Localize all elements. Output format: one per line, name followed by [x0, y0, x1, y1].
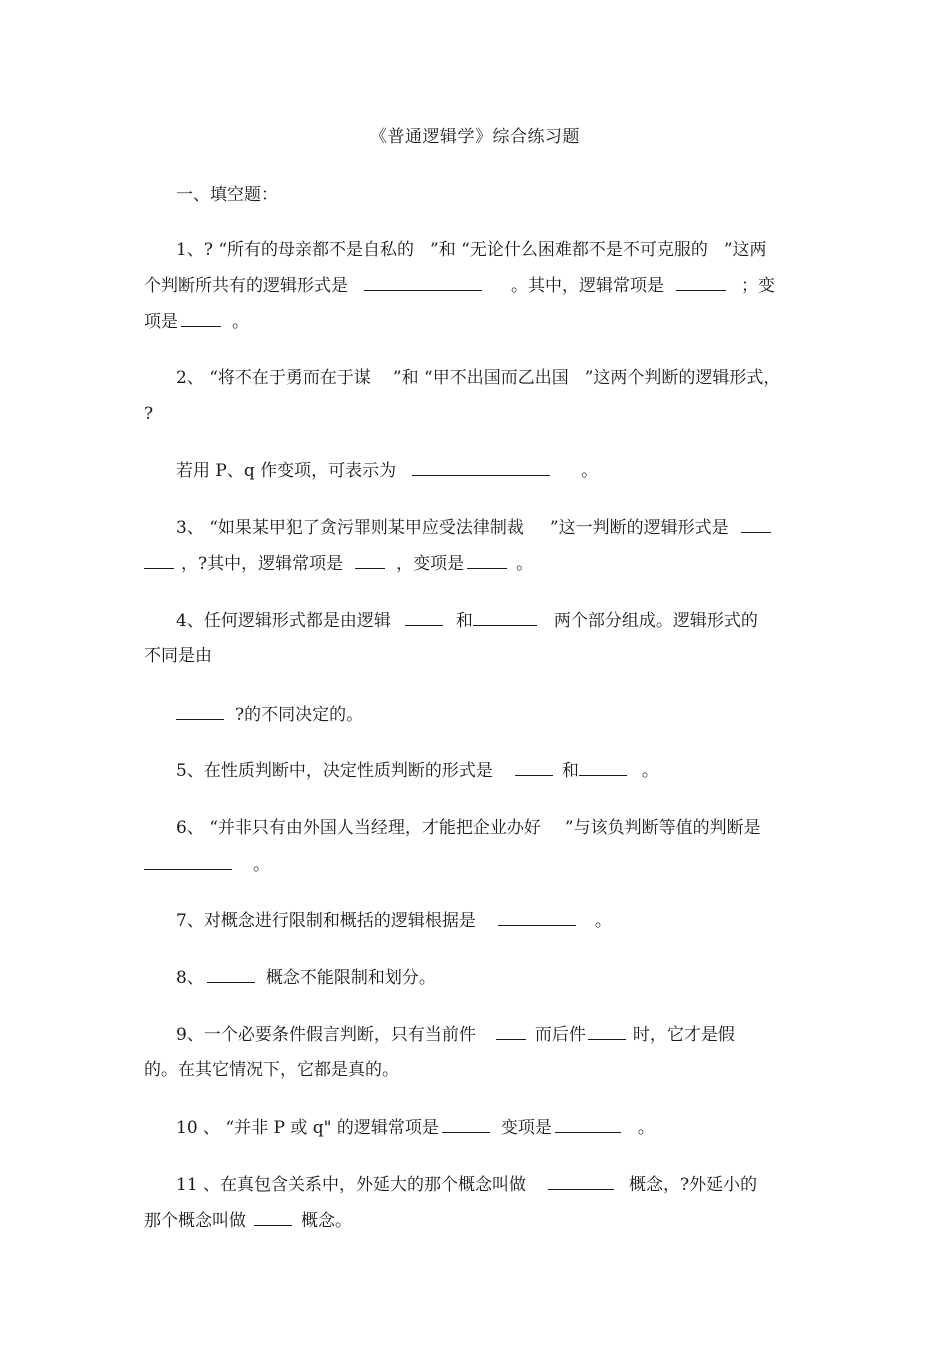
answer-blank[interactable]	[498, 908, 576, 926]
question-10-line-1: 10 、 “并非 P 或 q" 的逻辑常项是 变项是 。	[176, 1115, 655, 1140]
answer-blank[interactable]	[515, 758, 553, 776]
question-5-line-1: 5、在性质判断中，决定性质判断的形式是 和 。	[176, 758, 659, 783]
section-heading: 一、填空题：	[176, 185, 278, 205]
question-1-line-1: 1、? “所有的母亲都不是自私的 ”和 “无论什么困难都不是不可克服的 ”这两	[176, 240, 767, 260]
page-title: 《普通逻辑学》综合练习题	[370, 127, 580, 147]
answer-blank[interactable]	[181, 309, 221, 327]
question-3-line-2: ，?其中，逻辑常项是 ，变项是 。	[144, 551, 533, 576]
question-2-line-3: 若用 P、q 作变项，可表示为 。	[176, 458, 598, 483]
question-3-line-1: 3、 “如果某甲犯了贪污罪则某甲应受法律制裁 ”这一判断的逻辑形式是	[176, 515, 774, 540]
answer-blank[interactable]	[467, 551, 507, 569]
answer-blank[interactable]	[207, 965, 255, 983]
answer-blank[interactable]	[412, 458, 550, 476]
question-6-line-1: 6、 “并非只有由外国人当经理，才能把企业办好 ”与该负判断等值的判断是	[176, 818, 761, 838]
answer-blank[interactable]	[548, 1172, 614, 1190]
answer-blank[interactable]	[405, 608, 443, 626]
answer-blank[interactable]	[588, 1022, 626, 1040]
answer-blank[interactable]	[144, 551, 174, 569]
question-8-line-1: 8、 概念不能限制和划分。	[176, 965, 436, 990]
answer-blank[interactable]	[473, 608, 537, 626]
answer-blank[interactable]	[144, 852, 232, 870]
question-9-line-2: 的。在其它情况下，它都是真的。	[144, 1060, 399, 1080]
question-6-line-2: 。	[144, 852, 270, 877]
answer-blank[interactable]	[364, 273, 482, 291]
question-4-line-2: 不同是由	[144, 646, 212, 666]
question-2-line-2: ?	[144, 404, 154, 424]
question-1-line-3: 项是 。	[144, 309, 249, 334]
answer-blank[interactable]	[254, 1208, 292, 1226]
answer-blank[interactable]	[442, 1115, 490, 1133]
question-7-line-1: 7、对概念进行限制和概括的逻辑根据是 。	[176, 908, 612, 933]
question-11-line-1: 11 、在真包含关系中，外延大的那个概念叫做 概念，?外延小的	[176, 1172, 757, 1197]
question-1-line-2: 个判断所共有的逻辑形式是 。其中，逻辑常项是 ；变	[144, 273, 775, 298]
question-4-line-3: ?的不同决定的。	[176, 702, 363, 727]
question-11-line-2: 那个概念叫做 概念。	[144, 1208, 352, 1233]
question-4-line-1: 4、任何逻辑形式都是由逻辑 和 两个部分组成。逻辑形式的	[176, 608, 758, 633]
answer-blank[interactable]	[176, 702, 224, 720]
answer-blank[interactable]	[676, 273, 726, 291]
answer-blank[interactable]	[579, 758, 627, 776]
question-2-line-1: 2、 “将不在于勇而在于谋 ”和 “甲不出国而乙出国 ”这两个判断的逻辑形式，	[176, 368, 781, 388]
answer-blank[interactable]	[741, 515, 771, 533]
answer-blank[interactable]	[555, 1115, 621, 1133]
answer-blank[interactable]	[355, 551, 385, 569]
question-9-line-1: 9、一个必要条件假言判断，只有当前件 而后件 时，它才是假	[176, 1022, 735, 1047]
answer-blank[interactable]	[496, 1022, 526, 1040]
